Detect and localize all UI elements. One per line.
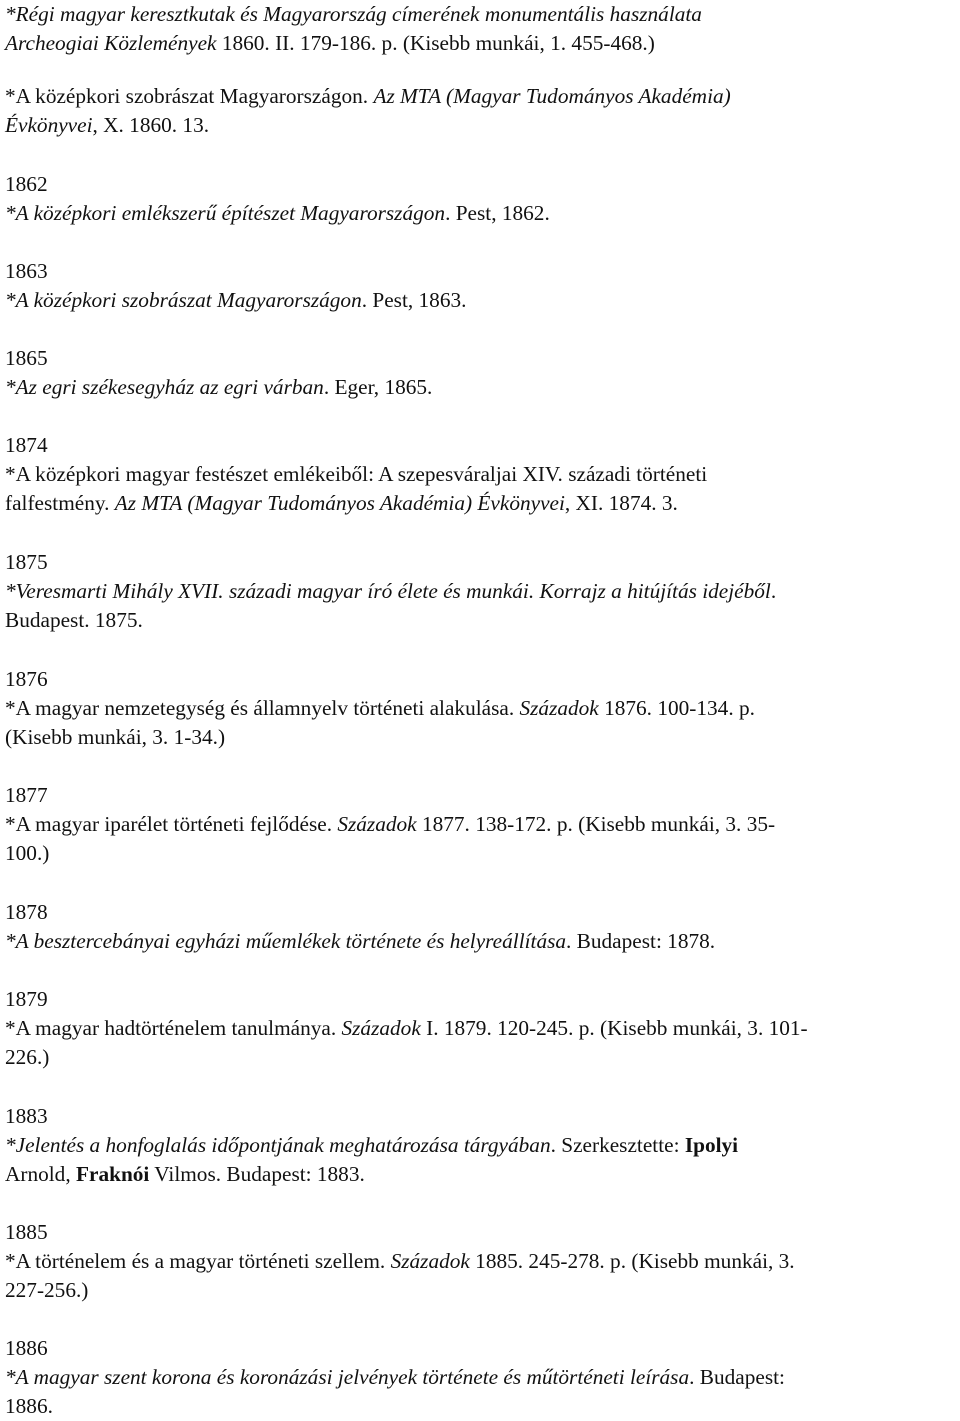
entry-citation <box>5 199 957 228</box>
entry-citation <box>5 82 957 140</box>
citation-text: Vilmos. Budapest: 1883. <box>149 1162 365 1186</box>
citation-title-text: Az MTA (Magyar Tudományos Akadémia) Évkönyvei <box>114 491 565 515</box>
citation-title-text: *A középkori emlékszerű építészet Magyarországon <box>5 201 446 225</box>
entry-citation <box>5 1131 957 1189</box>
entry-citation <box>5 1014 957 1072</box>
bibliography-entry <box>5 431 957 518</box>
entry-year: 1879 <box>5 987 48 1011</box>
entry-citation <box>5 810 957 868</box>
citation-title-text: *A besztercebányai egyházi műemlékek története és helyreállítása <box>5 929 567 953</box>
citation-text: . Szerkesztette: <box>550 1133 685 1157</box>
citation-title-text: Századok <box>519 696 599 720</box>
citation-text: . Pest, 1862. <box>445 201 550 225</box>
citation-text: 1860. II. 179-186. p. (Kisebb munkái, 1. 455-468.) <box>216 31 655 55</box>
bibliography-entry <box>5 344 957 402</box>
entry-citation <box>5 0 957 58</box>
citation-text: 1877. 138-172. p. (Kisebb munkái, 3. 35- <box>416 812 776 836</box>
citation-text: , XI. 1874. 3. <box>564 491 678 515</box>
citation-title-text: *Veresmarti Mihály XVII. századi magyar író élete és munkái. Korrajz a hitújítás idejéből <box>5 579 771 603</box>
entry-citation <box>5 1363 957 1421</box>
entry-year: 1886 <box>5 1336 48 1360</box>
citation-text: Arnold, <box>5 1162 76 1186</box>
citation-text: *A középkori magyar festészet emlékeiből: A szepesváraljai XIV. századi történeti <box>5 462 708 486</box>
entry-year: 1863 <box>5 259 48 283</box>
entry-year: 1883 <box>5 1104 48 1128</box>
citation-text: (Kisebb munkái, 3. 1-34.) <box>5 725 226 749</box>
citation-title-text: Századok <box>341 1016 421 1040</box>
bibliography-entry <box>5 0 957 58</box>
entry-citation <box>5 460 957 518</box>
citation-text: . Budapest: 1878. <box>566 929 716 953</box>
citation-title-text: Évkönyvei <box>5 113 93 137</box>
bibliography-entry <box>5 548 957 635</box>
citation-text: 100.) <box>5 841 50 865</box>
citation-title-text: *Régi magyar keresztkutak és Magyarország címerének monumentális használata <box>5 2 702 26</box>
citation-name-text: Fraknói <box>75 1162 150 1186</box>
citation-title-text: Archeogiai Közlemények <box>5 31 217 55</box>
citation-title-text: Az MTA (Magyar Tudományos Akadémia) <box>373 84 731 108</box>
entry-year: 1865 <box>5 346 48 370</box>
entry-year: 1877 <box>5 783 48 807</box>
citation-text: Budapest. 1875. <box>5 608 143 632</box>
citation-text: *A magyar iparélet történeti fejlődése. <box>5 812 338 836</box>
citation-text: 1885. 245-278. p. (Kisebb munkái, 3. <box>469 1249 795 1273</box>
entry-year: 1862 <box>5 172 48 196</box>
bibliography-entry <box>5 781 957 868</box>
citation-text: 1886. <box>5 1394 53 1418</box>
entry-year: 1875 <box>5 550 48 574</box>
bibliography-entry <box>5 257 957 315</box>
bibliography-entry <box>5 985 957 1072</box>
entry-citation <box>5 577 957 635</box>
citation-text: falfestmény. <box>5 491 115 515</box>
bibliography-entry <box>5 82 957 140</box>
citation-text: , X. 1860. 13. <box>92 113 210 137</box>
bibliography-entry <box>5 1218 957 1305</box>
bibliography-entry <box>5 1102 957 1189</box>
entry-citation <box>5 927 957 956</box>
entry-year: 1885 <box>5 1220 48 1244</box>
citation-title-text: *A középkori szobrászat Magyarországon <box>5 288 362 312</box>
citation-title-text: Századok <box>337 812 417 836</box>
entry-year: 1874 <box>5 433 48 457</box>
citation-title-text: *Jelentés a honfoglalás időpontjának meghatározása tárgyában <box>5 1133 551 1157</box>
citation-text: 1876. 100-134. p. <box>598 696 755 720</box>
citation-name-text: Ipolyi <box>684 1133 739 1157</box>
citation-title-text: *A magyar szent korona és koronázási jelvények története és műtörténeti leírása <box>5 1365 690 1389</box>
entry-year: 1876 <box>5 667 48 691</box>
citation-text: 227-256.) <box>5 1278 89 1302</box>
entry-citation <box>5 694 957 752</box>
citation-title-text: *Az egri székesegyház az egri várban <box>5 375 324 399</box>
citation-text: *A magyar nemzetegység és államnyelv történeti alakulása. <box>5 696 520 720</box>
entry-citation <box>5 373 957 402</box>
citation-text: *A történelem és a magyar történeti szellem. <box>5 1249 391 1273</box>
citation-text: I. 1879. 120-245. p. (Kisebb munkái, 3. 101- <box>420 1016 808 1040</box>
citation-title-text: Századok <box>390 1249 470 1273</box>
bibliography-entry <box>5 170 957 228</box>
citation-text: *A középkori szobrászat Magyarországon. <box>5 84 374 108</box>
entry-citation <box>5 1247 957 1305</box>
citation-text: . <box>770 579 777 603</box>
citation-text: . Eger, 1865. <box>323 375 433 399</box>
citation-text: *A magyar hadtörténelem tanulmánya. <box>5 1016 342 1040</box>
entry-year: 1878 <box>5 900 48 924</box>
citation-text: . Budapest: <box>689 1365 785 1389</box>
bibliography-entry <box>5 898 957 956</box>
citation-text: 226.) <box>5 1045 50 1069</box>
citation-text: . Pest, 1863. <box>361 288 467 312</box>
bibliography-entry <box>5 665 957 752</box>
entry-citation <box>5 286 957 315</box>
bibliography-entry <box>5 1334 957 1421</box>
